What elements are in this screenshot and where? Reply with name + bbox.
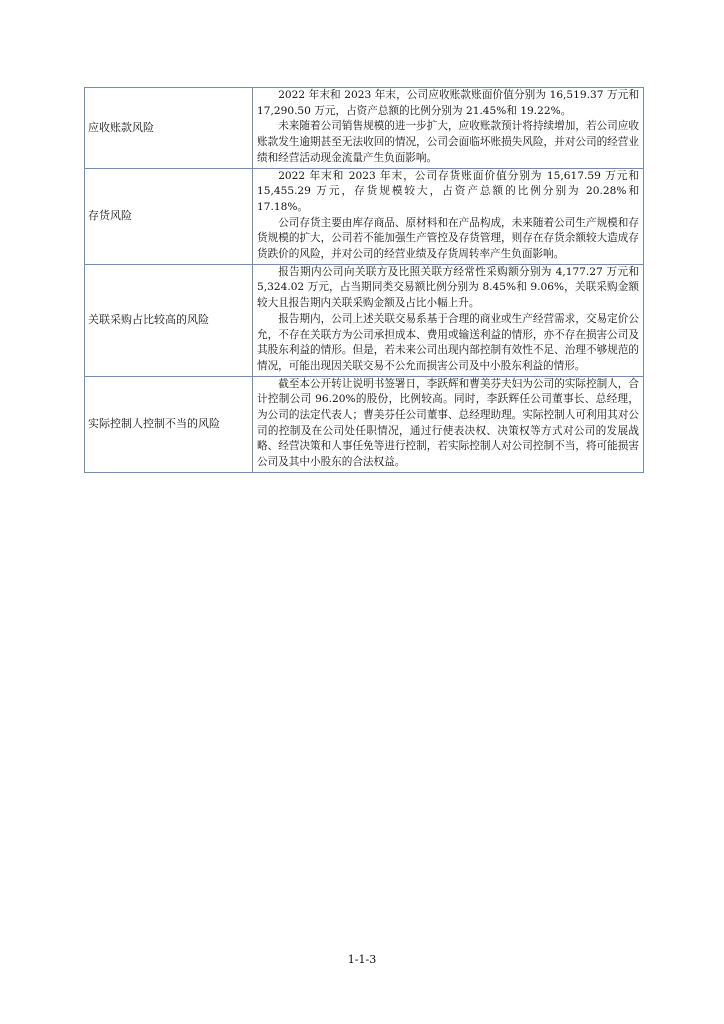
risk-name: 存货风险 <box>85 168 253 264</box>
page-number: 1-1-3 <box>347 953 377 966</box>
risk-description <box>253 88 644 169</box>
risk-description <box>253 376 644 472</box>
risk-factors-table <box>84 87 644 473</box>
table-row <box>85 168 644 264</box>
table-row <box>85 264 644 376</box>
paragraph: 2022 年末和 2023 年末，公司存货账面价值分别为 15,617.59 万元和 15,455.29 万元，存货规模较大，占资产总额的比例分别为 20.28%和 17.18%。 <box>257 169 639 213</box>
risk-name: 关联采购占比较高的风险 <box>85 264 253 376</box>
risk-name: 应收账款风险 <box>85 88 253 169</box>
paragraph: 2022 年末和 2023 年末，公司应收账款账面价值分别为 16,519.37 万元和 17,290.50 万元，占资产总额的比例分别为 21.45%和 19.22%。 <box>257 89 639 117</box>
risk-name: 实际控制人控制不当的风险 <box>85 376 253 472</box>
paragraph: 截至本公开转让说明书签署日，李跃辉和曹美芬夫妇为公司的实际控制人，合计控制公司 96.20%的股份，比例较高。同时，李跃辉任公司董事长、总经理，为公司的法定代表人；曹美芬任公司董事、总经理助理。实际控制人可利用其对公司的控制及在公司处任职情况，通过行使表决权、决策权等方式对公司的发展战略、经营决策和人事任免等进行控制，若实际控制人对公司控制不当，将可能损害公司及其中小股东的合法权益。 <box>257 377 639 469</box>
table-row <box>85 88 644 169</box>
risk-description <box>253 168 644 264</box>
paragraph: 报告期内公司向关联方及比照关联方经常性采购额分别为 4,177.27 万元和 5,324.02 万元，占当期同类交易额比例分别为 8.45%和 9.06%，关联采购金额较大且报告期内关联采购金额及占比小幅上升。 <box>257 265 639 310</box>
paragraph: 未来随着公司销售规模的进一步扩大，应收账款预计将持续增加，若公司应收账款发生逾期甚至无法收回的情况，公司会面临坏账损失风险，并对公司的经营业绩和经营活动现金流量产生负面影响。 <box>257 120 639 164</box>
risk-description <box>253 264 644 376</box>
paragraph: 公司存货主要由库存商品、原材料和在产品构成，未来随着公司生产规模和存货规模的扩大，公司若不能加强生产管控及存货管理，则存在存货余额较大造成存货跌价的风险，并对公司的经营业绩及存货周转率产生负面影响。 <box>257 216 639 261</box>
table-row <box>85 376 644 472</box>
paragraph: 报告期内，公司上述关联交易系基于合理的商业或生产经营需求，交易定价公允，不存在关联方为公司承担成本、费用或输送利益的情形，亦不存在损害公司及其股东利益的情形。但是，若未来公司出现内部控制有效性不足、治理不够规范的情况，可能出现因关联交易不公允而损害公司及中小股东利益的情形。 <box>257 312 639 372</box>
